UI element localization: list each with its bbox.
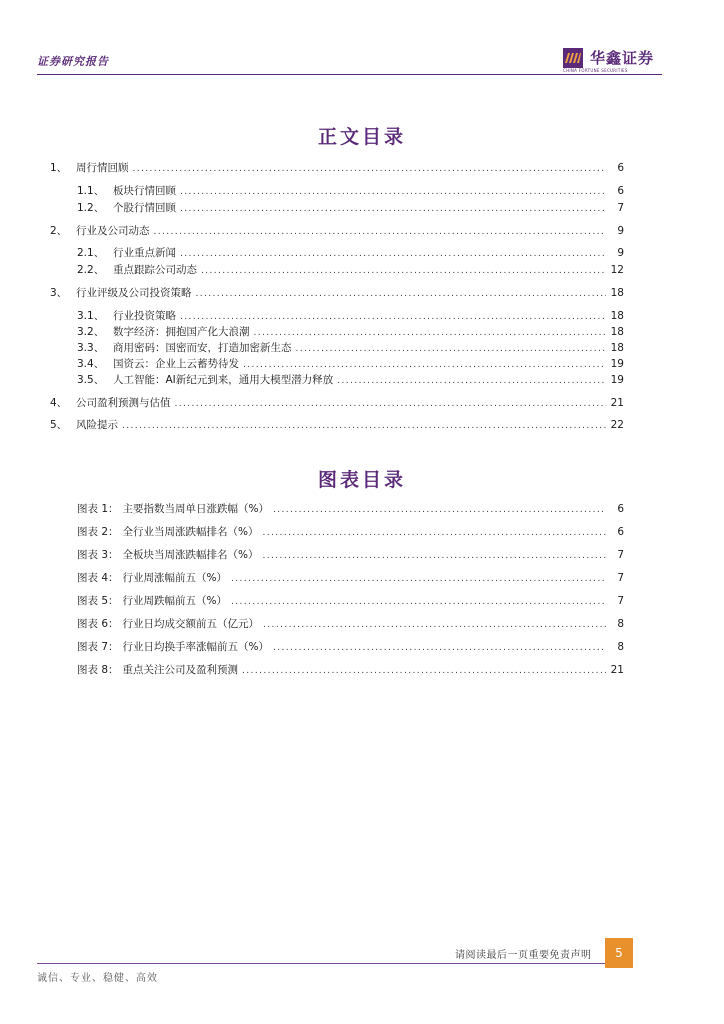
figure-entry-title: 行业日均换手率涨幅前五（%） <box>122 641 270 653</box>
figure-entry-number: 图表 4： <box>77 572 119 584</box>
toc-entry-title: 周行情回顾 <box>76 162 129 174</box>
dot-leader <box>122 419 606 433</box>
toc-entry[interactable] <box>50 418 624 432</box>
toc-entry-number: 1.2、 <box>77 202 105 214</box>
toc-entry[interactable] <box>50 161 624 175</box>
toc-entry-page: 21 <box>610 397 624 409</box>
toc-entry-title: 个股行情回顾 <box>113 202 176 214</box>
figure-entry-number: 图表 5： <box>77 595 119 607</box>
toc-entry-page: 7 <box>617 202 624 214</box>
figure-entry-page: 8 <box>617 618 624 630</box>
dot-leader <box>273 641 606 655</box>
figure-entry-page: 7 <box>617 549 624 561</box>
toc-entry-title: 行业投资策略 <box>113 310 176 322</box>
toc-entry-page: 18 <box>610 326 624 338</box>
toc-entry-title: 行业重点新闻 <box>113 247 176 259</box>
toc-entry-number: 3.1、 <box>77 310 105 322</box>
figure-entry-title: 重点关注公司及盈利预测 <box>122 664 239 676</box>
header-divider <box>37 74 662 75</box>
logo-subtext: CHINA FORTUNE SECURITIES <box>563 68 628 73</box>
toc-entry-title: 人工智能：AI新纪元到来，通用大模型潜力释放 <box>113 374 334 386</box>
figure-entry[interactable] <box>77 663 624 677</box>
toc-entry[interactable] <box>77 201 624 215</box>
dot-leader <box>263 549 606 563</box>
dot-leader <box>243 358 606 372</box>
toc-entry-title: 国资云：企业上云蓄势待发 <box>113 358 239 370</box>
figure-entry[interactable] <box>77 548 624 562</box>
toc-entry-number: 4、 <box>50 397 68 409</box>
toc-entry-number: 3.4、 <box>77 358 105 370</box>
dot-leader <box>180 185 606 199</box>
toc-entry[interactable] <box>77 341 624 355</box>
figure-entry-number: 图表 2： <box>77 526 119 538</box>
dot-leader <box>154 225 607 239</box>
figure-entry-number: 图表 1： <box>77 503 119 515</box>
disclaimer-text: 请阅读最后一页重要免责声明 <box>455 950 592 961</box>
toc-entry-page: 18 <box>610 310 624 322</box>
figure-entry[interactable] <box>77 617 624 631</box>
toc-entry-title: 商用密码：国密而安，打造加密新生态 <box>113 342 292 354</box>
figure-entry-title: 主要指数当周单日涨跌幅（%） <box>122 503 270 515</box>
toc-entry[interactable] <box>50 286 624 300</box>
footer-divider <box>37 963 605 964</box>
toc-entry[interactable] <box>50 224 624 238</box>
figure-entry-number: 图表 7： <box>77 641 119 653</box>
figure-entry-page: 21 <box>610 664 624 676</box>
toc-entry-page: 6 <box>617 162 624 174</box>
toc-entry-number: 3、 <box>50 287 68 299</box>
toc-entry-number: 3.2、 <box>77 326 105 338</box>
toc-entry-number: 3.3、 <box>77 342 105 354</box>
figure-entry-page: 7 <box>617 595 624 607</box>
toc-entry-page: 19 <box>610 358 624 370</box>
footer-slogan: 诚信、专业、稳健、高效 <box>37 973 158 984</box>
figure-entry-number: 图表 6： <box>77 618 119 630</box>
figure-entry[interactable] <box>77 640 624 654</box>
toc-entry-page: 22 <box>610 419 624 431</box>
figure-entry-number: 图表 3： <box>77 549 119 561</box>
toc-entry[interactable] <box>77 373 624 387</box>
figure-entry-title: 全板块当周涨跌幅排名（%） <box>122 549 259 561</box>
toc-entry-title: 板块行情回顾 <box>113 185 176 197</box>
dot-leader <box>273 503 606 517</box>
figure-entry-page: 7 <box>617 572 624 584</box>
figure-entry-number: 图表 8： <box>77 664 119 676</box>
logo-text: 华鑫证券 <box>590 49 655 67</box>
figure-entry-title: 行业周跌幅前五（%） <box>122 595 228 607</box>
toc-entry-title: 公司盈利预测与估值 <box>76 397 171 409</box>
dot-leader <box>201 264 606 278</box>
toc-entry-number: 2、 <box>50 225 68 237</box>
company-logo <box>563 48 693 73</box>
toc-entry-number: 1、 <box>50 162 68 174</box>
toc-entry-title: 数字经济：拥抱国产化大浪潮 <box>113 326 250 338</box>
toc-entry-number: 2.1、 <box>77 247 105 259</box>
dot-leader <box>263 618 606 632</box>
figure-entry-title: 行业周涨幅前五（%） <box>122 572 228 584</box>
toc-entry-number: 2.2、 <box>77 264 105 276</box>
dot-leader <box>231 572 606 586</box>
toc-entry-title: 行业评级及公司投资策略 <box>76 287 192 299</box>
figure-entry-title: 行业日均成交额前五（亿元） <box>122 618 260 630</box>
dot-leader <box>231 595 606 609</box>
toc-entry-number: 5、 <box>50 419 68 431</box>
figure-list-title: 图表目录 <box>317 469 406 491</box>
figure-entry-page: 6 <box>617 503 624 515</box>
page-number-badge: 5 <box>605 938 633 968</box>
report-type-label: 证券研究报告 <box>37 55 109 68</box>
toc-title: 正文目录 <box>317 126 406 148</box>
logo-mark-icon <box>563 48 583 68</box>
toc-entry-page: 12 <box>610 264 624 276</box>
dot-leader <box>196 287 607 301</box>
toc-entry[interactable] <box>77 325 624 339</box>
toc-entry[interactable] <box>77 309 624 323</box>
dot-leader <box>180 310 606 324</box>
toc-entry[interactable] <box>77 246 624 260</box>
dot-leader <box>296 342 607 356</box>
figure-entry-page: 6 <box>617 526 624 538</box>
dot-leader <box>180 247 606 261</box>
dot-leader <box>175 397 607 411</box>
dot-leader <box>254 326 607 340</box>
figure-entry[interactable] <box>77 525 624 539</box>
figure-entry-title: 全行业当周涨跌幅排名（%） <box>122 526 259 538</box>
toc-entry-page: 9 <box>617 225 624 237</box>
toc-entry-title: 风险提示 <box>76 419 118 431</box>
toc-entry-page: 6 <box>617 185 624 197</box>
figure-entry[interactable] <box>77 502 624 516</box>
dot-leader <box>133 162 607 176</box>
toc-entry-page: 18 <box>610 342 624 354</box>
dot-leader <box>337 374 606 388</box>
toc-entry-title: 重点跟踪公司动态 <box>113 264 197 276</box>
toc-entry-title: 行业及公司动态 <box>76 225 150 237</box>
toc-entry-number: 3.5、 <box>77 374 105 386</box>
dot-leader <box>180 202 606 216</box>
dot-leader <box>242 664 606 678</box>
toc-entry[interactable] <box>50 396 624 410</box>
toc-entry[interactable] <box>77 184 624 198</box>
figure-entry[interactable] <box>77 594 624 608</box>
toc-entry-page: 18 <box>610 287 624 299</box>
dot-leader <box>263 526 606 540</box>
figure-entry-page: 8 <box>617 641 624 653</box>
toc-entry[interactable] <box>77 357 624 371</box>
toc-entry-page: 19 <box>610 374 624 386</box>
toc-entry-number: 1.1、 <box>77 185 105 197</box>
toc-entry[interactable] <box>77 263 624 277</box>
toc-entry-page: 9 <box>617 247 624 259</box>
figure-entry[interactable] <box>77 571 624 585</box>
